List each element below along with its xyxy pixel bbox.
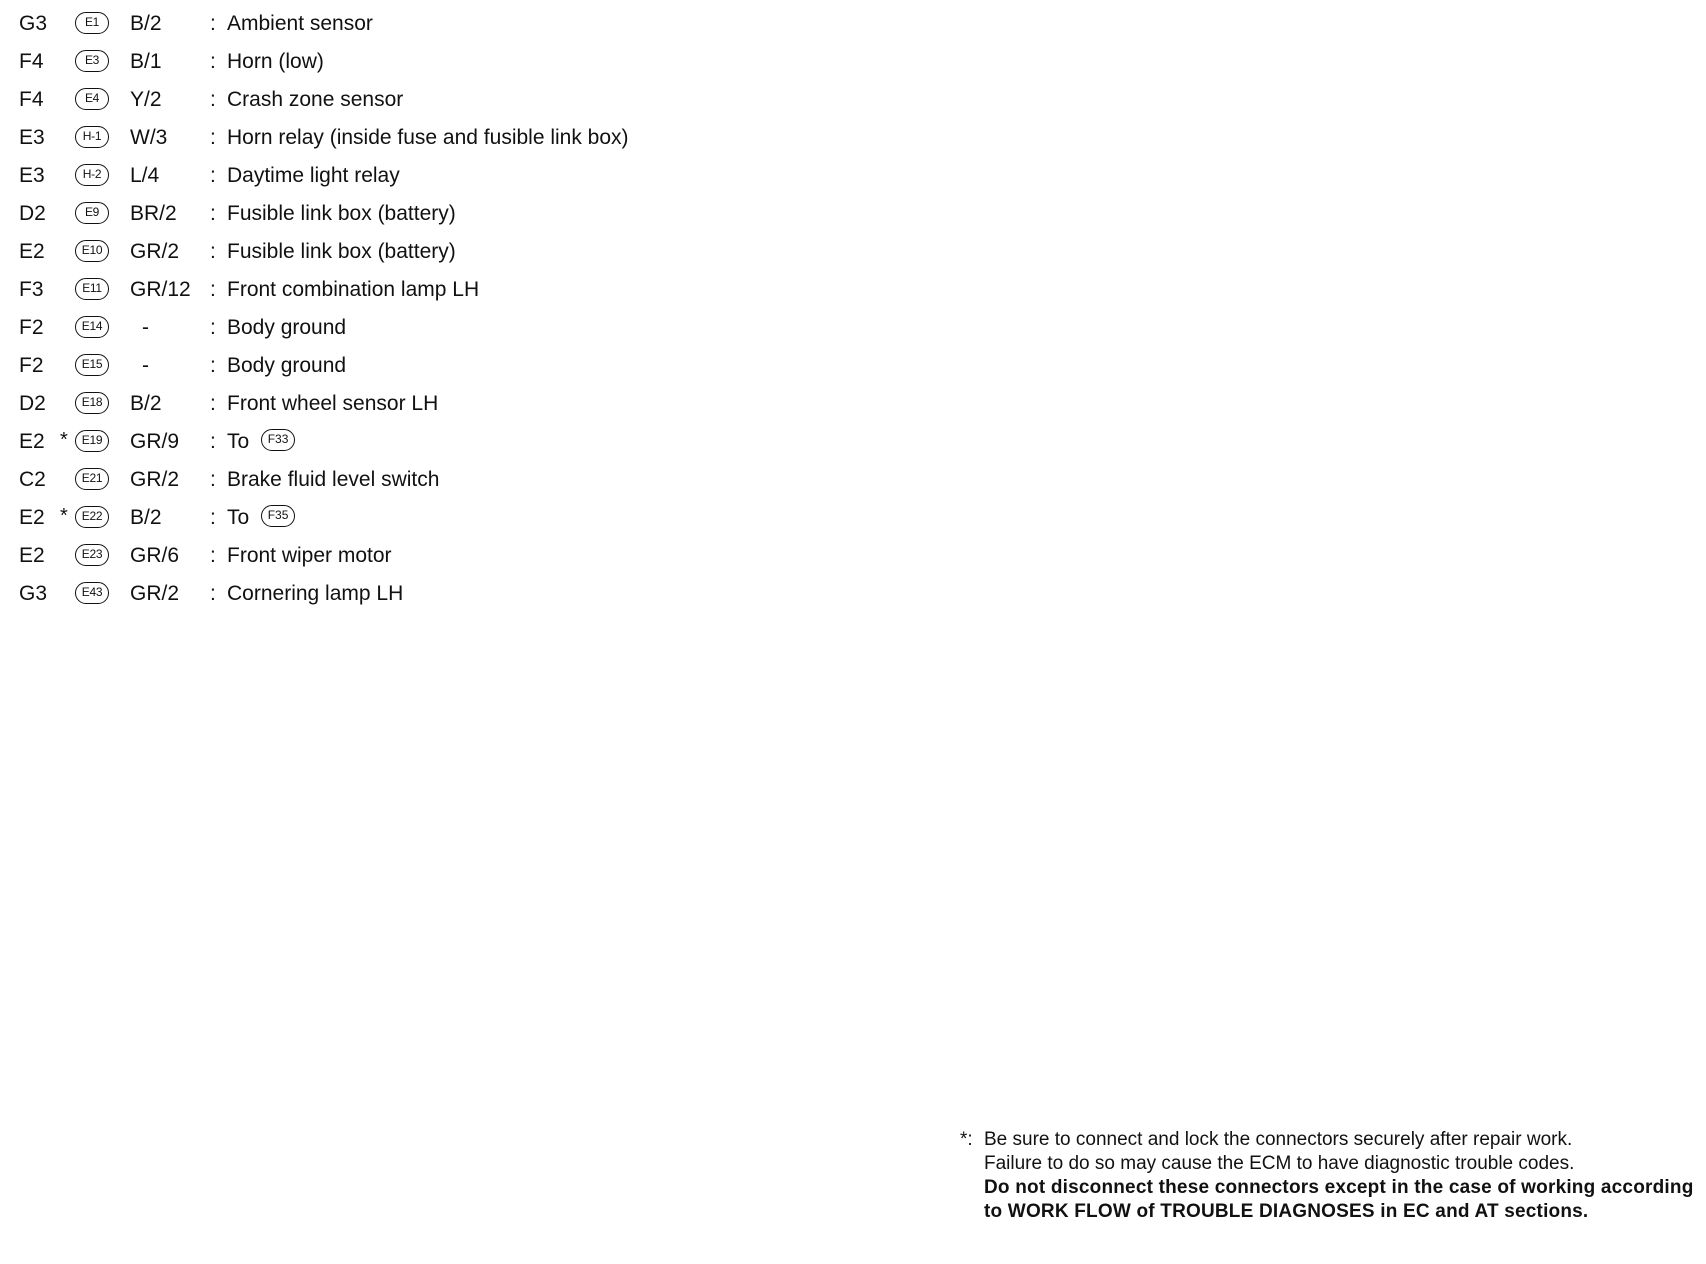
connector-row — [0, 119, 900, 157]
description-text: Brake fluid level switch — [227, 468, 440, 491]
separator-colon: : — [210, 544, 216, 567]
connector-badge: E10 — [75, 240, 109, 262]
grid-reference: E2 — [19, 544, 45, 567]
separator-colon: : — [210, 202, 216, 225]
separator-colon: : — [210, 506, 216, 529]
grid-reference: D2 — [19, 392, 46, 415]
connector-row — [0, 347, 900, 385]
connector-description — [227, 537, 392, 575]
connector-description — [227, 195, 456, 233]
target-connector-badge: F35 — [261, 505, 295, 527]
connector-row — [0, 233, 900, 271]
connector-row — [0, 195, 900, 233]
description-text: Front wheel sensor LH — [227, 392, 439, 415]
connector-row — [0, 575, 900, 613]
description-text: Horn (low) — [227, 50, 324, 73]
connector-description — [227, 157, 400, 195]
separator-colon: : — [210, 468, 216, 491]
connector-description — [227, 81, 403, 119]
connector-description — [227, 43, 324, 81]
connector-row — [0, 461, 900, 499]
grid-reference: F2 — [19, 354, 44, 377]
connector-badge: E15 — [75, 354, 109, 376]
connector-badge: E19 — [75, 430, 109, 452]
description-text: Ambient sensor — [227, 12, 373, 35]
connector-row — [0, 423, 900, 461]
description-text: Fusible link box (battery) — [227, 202, 456, 225]
grid-reference: E3 — [19, 164, 45, 187]
connector-row — [0, 385, 900, 423]
connector-badge: E11 — [75, 278, 109, 300]
description-text: Cornering lamp LH — [227, 582, 404, 605]
asterisk-marker: * — [60, 505, 68, 527]
description-text: Front combination lamp LH — [227, 278, 480, 301]
connector-badge: E9 — [75, 202, 109, 224]
asterisk-marker: * — [60, 429, 68, 451]
connector-badge: E18 — [75, 392, 109, 414]
footnote-line-1: Be sure to connect and lock the connectors securely after repair work. — [984, 1129, 1573, 1150]
target-connector-badge: F33 — [261, 429, 295, 451]
footnote-body — [984, 1128, 1700, 1224]
wire-spec: B/2 — [130, 506, 162, 529]
wire-spec: BR/2 — [130, 202, 177, 225]
description-text: Body ground — [227, 354, 347, 377]
connector-description — [227, 423, 295, 461]
separator-colon: : — [210, 316, 216, 339]
connector-description — [227, 5, 373, 43]
connector-description — [227, 309, 346, 347]
connector-badge: E23 — [75, 544, 109, 566]
connector-row — [0, 537, 900, 575]
grid-reference: F3 — [19, 278, 44, 301]
separator-colon: : — [210, 240, 216, 263]
wire-spec: GR/2 — [130, 582, 180, 605]
connector-description — [227, 499, 295, 537]
description-text: Front wiper motor — [227, 544, 392, 567]
wire-spec: B/2 — [130, 392, 162, 415]
separator-colon: : — [210, 164, 216, 187]
separator-colon: : — [210, 430, 216, 453]
connector-badge: E14 — [75, 316, 109, 338]
connector-description — [227, 385, 438, 423]
connector-description — [227, 461, 439, 499]
grid-reference: E3 — [19, 126, 45, 149]
description-text: To — [227, 506, 250, 529]
separator-colon: : — [210, 392, 216, 415]
connector-description — [227, 575, 403, 613]
grid-reference: G3 — [19, 12, 48, 35]
wire-spec: - — [142, 316, 149, 339]
connector-description — [227, 347, 346, 385]
wire-spec: GR/9 — [130, 430, 180, 453]
connector-badge: E43 — [75, 582, 109, 604]
connector-badge: H-1 — [75, 126, 109, 148]
connector-description — [227, 119, 629, 157]
wire-spec: GR/2 — [130, 468, 180, 491]
description-text: Horn relay (inside fuse and fusible link box) — [227, 126, 629, 149]
wire-spec: B/1 — [130, 50, 162, 73]
separator-colon: : — [210, 582, 216, 605]
connector-badge: E22 — [75, 506, 109, 528]
grid-reference: F4 — [19, 50, 44, 73]
connector-row — [0, 309, 900, 347]
wire-spec: B/2 — [130, 12, 162, 35]
wire-spec: GR/2 — [130, 240, 180, 263]
connector-row — [0, 499, 900, 537]
connector-description — [227, 233, 456, 271]
separator-colon: : — [210, 126, 216, 149]
wire-spec: L/4 — [130, 164, 160, 187]
grid-reference: F2 — [19, 316, 44, 339]
footnote-warning: Do not disconnect these connectors except in the case of working according to WORK FLOW of TROUBLE DIAGNOSES in EC and AT sections. — [984, 1177, 1694, 1222]
connector-row — [0, 271, 900, 309]
description-text: Body ground — [227, 316, 347, 339]
separator-colon: : — [210, 12, 216, 35]
wire-spec: GR/6 — [130, 544, 180, 567]
footnote-line-2: Failure to do so may cause the ECM to have diagnostic trouble codes. — [984, 1153, 1575, 1174]
separator-colon: : — [210, 50, 216, 73]
description-text: Fusible link box (battery) — [227, 240, 456, 263]
grid-reference: E2 — [19, 506, 45, 529]
description-text: Daytime light relay — [227, 164, 400, 187]
connector-description — [227, 271, 479, 309]
separator-colon: : — [210, 354, 216, 377]
connector-badge: E4 — [75, 88, 109, 110]
separator-colon: : — [210, 88, 216, 111]
grid-reference: G3 — [19, 582, 48, 605]
grid-reference: C2 — [19, 468, 46, 491]
wire-spec: W/3 — [130, 126, 168, 149]
grid-reference: D2 — [19, 202, 46, 225]
connector-row — [0, 157, 900, 195]
description-text: Crash zone sensor — [227, 88, 404, 111]
footnote-marker: *: — [960, 1129, 973, 1150]
wire-spec: - — [142, 354, 149, 377]
wire-spec: GR/12 — [130, 278, 191, 301]
connector-badge: E3 — [75, 50, 109, 72]
description-text: To — [227, 430, 250, 453]
connector-row — [0, 43, 900, 81]
connector-row — [0, 81, 900, 119]
connector-badge: H-2 — [75, 164, 109, 186]
connector-row — [0, 5, 900, 43]
grid-reference: E2 — [19, 240, 45, 263]
connector-badge: E1 — [75, 12, 109, 34]
separator-colon: : — [210, 278, 216, 301]
connector-badge: E21 — [75, 468, 109, 490]
grid-reference: E2 — [19, 430, 45, 453]
grid-reference: F4 — [19, 88, 44, 111]
wire-spec: Y/2 — [130, 88, 162, 111]
footnote — [960, 1128, 1700, 1224]
